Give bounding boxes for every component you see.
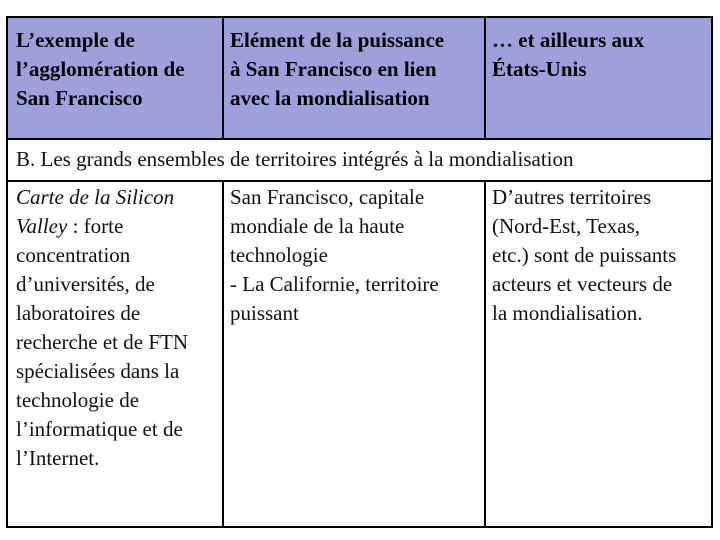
column-divider xyxy=(484,182,486,526)
body-cell-silicon-valley xyxy=(16,183,226,473)
header-line: San Francisco xyxy=(16,86,143,110)
header-cell-ailleurs xyxy=(492,26,707,84)
body-line xyxy=(16,212,226,241)
body-line: acteurs et vecteurs de xyxy=(492,272,673,296)
header-line: à San Francisco en lien xyxy=(230,57,437,81)
header-line: l’agglomération de xyxy=(16,57,185,81)
data-table xyxy=(6,16,713,528)
header-cell-element-puissance xyxy=(230,26,486,113)
body-line: l’Internet. xyxy=(16,446,100,470)
body-line: d’universités, de xyxy=(16,272,155,296)
column-divider xyxy=(222,18,224,140)
body-line: l’informatique et de xyxy=(16,417,183,441)
body-line: puissant xyxy=(230,301,299,325)
section-title-row xyxy=(8,140,711,182)
header-line: L’exemple de xyxy=(16,28,135,52)
body-line: laboratoires de xyxy=(16,301,141,325)
table-body-row xyxy=(8,182,711,526)
body-line: technologie de xyxy=(16,388,140,412)
header-cell-example xyxy=(16,26,226,113)
italic-text: Carte de la Silicon xyxy=(16,185,175,209)
header-line: Elément de la puissance xyxy=(230,28,445,52)
body-line: technologie xyxy=(230,243,328,267)
body-line: - La Californie, territoire xyxy=(230,272,439,296)
body-cell-autres-territoires xyxy=(492,183,710,328)
body-line: mondiale de la haute xyxy=(230,214,405,238)
body-line: recherche et de FTN xyxy=(16,330,188,354)
body-line: concentration xyxy=(16,243,131,267)
column-divider xyxy=(222,182,224,526)
section-title: B. Les grands ensembles de territoires intégrés à la mondialisation xyxy=(16,147,574,171)
body-line: D’autres territoires xyxy=(492,185,652,209)
header-line: … et ailleurs aux xyxy=(492,28,645,52)
column-divider xyxy=(484,18,486,140)
body-line: la mondialisation. xyxy=(492,301,643,325)
header-line: États-Unis xyxy=(492,57,587,81)
body-line: spécialisées dans la xyxy=(16,359,180,383)
body-line xyxy=(16,183,226,212)
body-cell-san-francisco xyxy=(230,183,486,328)
body-text: : forte xyxy=(67,214,124,238)
table-header-row xyxy=(8,18,711,140)
body-line: (Nord-Est, Texas, xyxy=(492,214,641,238)
body-line: etc.) sont de puissants xyxy=(492,243,677,267)
body-line: San Francisco, capitale xyxy=(230,185,425,209)
italic-text: Valley xyxy=(16,214,68,238)
header-line: avec la mondialisation xyxy=(230,86,430,110)
